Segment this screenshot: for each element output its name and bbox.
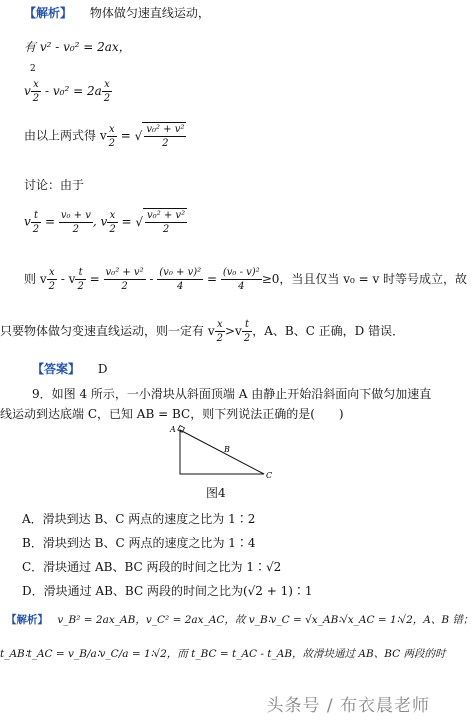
answer-line (32, 360, 107, 377)
figure-caption: 图4 (206, 486, 226, 500)
formula-line-7: 则 v $\frac{x}{2}$ - v $\frac{t}{2}$ = $\frac{\text{v₀² + v²}}{2}$ - $\frac{\text{(v₀ + v)²}}{4}$ = $\frac{\text{(v₀ - v)²}}{4}$ ≥0，当且仅当 v₀ = v 时等号成立，故 (24, 267, 468, 292)
solution-line-2: t_AB∶t_AC = v_B/a∶v_C/a = 1∶√2，而 t_BC = t_AC - t_AB，故滑块通过 AB、BC 两段的时 (0, 648, 446, 660)
option-b: B．滑块到达 B、C 两点的速度之比为 1∶4 (22, 536, 256, 550)
solution-tag: 【解析】 (6, 614, 48, 626)
solution-line-1: 【解析】 v_B² = 2ax_AB，v_C² = 2ax_AC，故 v_B∶v_C = √x_AB∶√x_AC = 1∶√2，A、B 错； (6, 614, 473, 626)
question-9-line-1: 9．如图 4 所示，一小滑块从斜面顶端 A 由静止开始沿斜面向下做匀加速直 (32, 387, 432, 401)
option-c: C．滑块通过 AB、BC 两段的时间之比为 1∶√2 (22, 560, 282, 574)
conclusion-line: 只要物体做匀变速直线运动，则一定有 v $\frac{x}{2}$ >v $\frac{t}{2}$ ，A、B、C 正确，D 错误． (0, 319, 405, 344)
fig-label-c: C (266, 471, 273, 480)
fig-label-b: B (224, 445, 230, 454)
watermark-text: 头条号 / 布衣晨老师 (266, 696, 430, 716)
fig-label-a: A (170, 425, 176, 434)
incline-figure (168, 422, 278, 480)
question-9-line-2: 线运动到达底端 C，已知 AB = BC，则下列说法正确的是( ) (0, 407, 344, 421)
discussion-line: 讨论：由于 (24, 178, 85, 192)
option-d: D．滑块通过 AB、BC 两段的时间之比为(√2 + 1)∶1 (22, 584, 313, 598)
option-a: A．滑块到达 B、C 两点的速度之比为 1∶2 (22, 512, 256, 526)
formula-line-6: v $\frac{t}{2}$ = $\frac{\text{v₀ + v}}{2}$ , v $\frac{x}{2}$ = √ $\frac{\text{v₀² + v²}}{2}$ (24, 209, 186, 235)
analysis-line-1: 【解析】 物体做匀速直线运动， (24, 6, 210, 20)
formula-line-2: 有 v² - v₀² = 2ax， (24, 40, 131, 54)
analysis-tag: 【解析】 (24, 6, 73, 20)
answer-value: D (97, 362, 108, 376)
formula-line-4: 由以上两式得 v $\frac{x}{2}$ = √ $\frac{\text{v₀² + v²}}{2}$ (24, 123, 185, 149)
incline-triangle (180, 430, 264, 474)
answer-tag: 【答案】 (32, 362, 81, 376)
